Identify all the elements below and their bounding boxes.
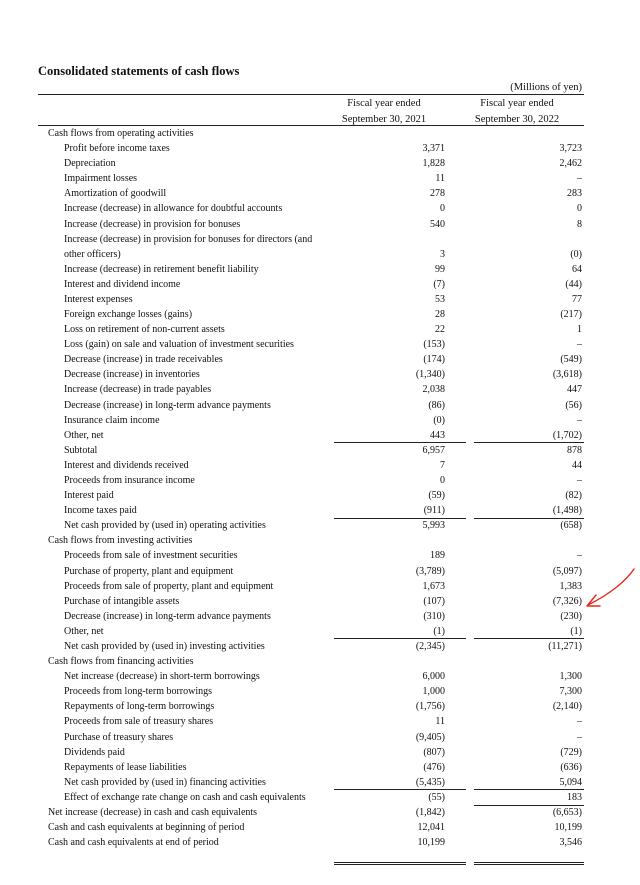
row-label: Proceeds from sale of property, plant and equipment xyxy=(64,580,274,592)
row-label: Net increase (decrease) in cash and cash equivalents xyxy=(48,807,258,819)
value-2021: (3,789) xyxy=(415,565,445,577)
table-row xyxy=(38,730,584,745)
value-2022: (11,271) xyxy=(548,641,582,652)
header-top-rule xyxy=(38,94,584,95)
row-label: Decrease (increase) in inventories xyxy=(64,369,200,381)
row-label: Depreciation xyxy=(64,158,116,170)
value-2021: 7 xyxy=(440,459,445,471)
value-2022: (3,618) xyxy=(552,369,582,381)
row-label: Interest paid xyxy=(64,490,114,502)
value-2021: 11 xyxy=(435,716,445,728)
table-row xyxy=(38,232,584,262)
table-row xyxy=(38,171,584,186)
row-label: Insurance claim income xyxy=(64,414,160,426)
table-row xyxy=(38,579,584,594)
table-row xyxy=(38,186,584,201)
table-row xyxy=(38,790,584,805)
total-rule xyxy=(474,805,584,806)
row-label: Interest and dividend income xyxy=(64,278,181,290)
table-row xyxy=(38,398,584,413)
value-2021: (5,435) xyxy=(415,776,445,788)
value-2022: – xyxy=(577,414,582,426)
value-2021: 443 xyxy=(430,429,445,441)
row-label: Proceeds from sale of treasury shares xyxy=(64,716,214,728)
table-row xyxy=(38,217,584,232)
column-header-2022 xyxy=(452,96,582,128)
row-label: Loss on retirement of non-current assets xyxy=(64,324,225,336)
row-label: Increase (decrease) in provision for bonuses xyxy=(64,218,241,230)
value-2022: – xyxy=(577,474,582,486)
row-label: Purchase of treasury shares xyxy=(64,731,174,743)
value-2021: 278 xyxy=(430,188,445,200)
value-2022: 7,300 xyxy=(559,686,582,698)
column-header-line2: September 30, 2021 xyxy=(341,114,427,125)
hand-drawn-arrow-icon xyxy=(580,566,640,616)
row-label: Interest expenses xyxy=(64,293,133,305)
row-label: Other, net xyxy=(64,429,104,441)
value-2022: 77 xyxy=(572,293,582,305)
value-2021: (476) xyxy=(423,761,445,773)
value-2021: 12,041 xyxy=(417,822,445,834)
value-2022: 0 xyxy=(577,203,582,215)
table-row xyxy=(38,775,584,790)
section-header-row xyxy=(38,654,584,669)
value-2022: – xyxy=(577,173,582,185)
value-2021: 1,673 xyxy=(422,580,445,592)
table-row xyxy=(38,277,584,292)
row-label: Net cash provided by (used in) investing activities xyxy=(64,641,265,652)
table-row xyxy=(38,820,584,835)
value-2022: 64 xyxy=(572,263,582,275)
value-2021: (174) xyxy=(423,354,445,366)
value-2021: 53 xyxy=(435,293,445,305)
value-2022: (2,140) xyxy=(552,701,582,713)
table-row xyxy=(38,352,584,367)
value-2022: 2,462 xyxy=(559,158,582,170)
value-2021: (55) xyxy=(428,791,445,803)
table-row xyxy=(38,382,584,397)
table-row xyxy=(38,805,584,820)
value-2022: – xyxy=(577,731,582,743)
value-2021: (0) xyxy=(433,414,445,426)
table-row xyxy=(38,669,584,684)
value-2021: 5,993 xyxy=(422,520,445,532)
table-row xyxy=(38,307,584,322)
value-2021: 11 xyxy=(435,173,445,185)
table-row xyxy=(38,639,584,654)
value-2022: (5,097) xyxy=(552,565,582,577)
row-label: Increase (decrease) in retirement benefit liability xyxy=(64,263,259,275)
value-2022: 1 xyxy=(577,324,582,336)
value-2021: 189 xyxy=(430,550,445,562)
row-label: Proceeds from insurance income xyxy=(64,474,195,486)
column-header-line2: September 30, 2022 xyxy=(474,114,560,125)
table-row xyxy=(38,413,584,428)
value-2021: 3 xyxy=(440,248,445,260)
unit-note: (Millions of yen) xyxy=(510,82,582,93)
row-label: Effect of exchange rate change on cash and cash equivalents xyxy=(64,791,306,803)
value-2021: 1,000 xyxy=(422,686,445,698)
table-row xyxy=(38,503,584,518)
row-label: Purchase of property, plant and equipment xyxy=(64,565,234,577)
page-title: Consolidated statements of cash flows xyxy=(38,64,240,78)
row-label: Interest and dividends received xyxy=(64,459,189,471)
value-2021: 6,000 xyxy=(422,671,445,683)
value-2021: 3,371 xyxy=(422,143,445,155)
column-header-line1: Fiscal year ended xyxy=(480,98,554,109)
row-label: Subtotal xyxy=(64,444,98,456)
row-label: Impairment losses xyxy=(64,173,138,185)
value-2022: (658) xyxy=(560,520,582,532)
value-2022: 3,723 xyxy=(559,143,582,155)
value-2022: (0) xyxy=(570,248,582,260)
value-2022: (7,326) xyxy=(552,595,582,607)
value-2022: (636) xyxy=(560,761,582,773)
value-2022: 10,199 xyxy=(554,822,582,834)
table-row xyxy=(38,488,584,503)
table-row xyxy=(38,458,584,473)
row-label: Net cash provided by (used in) financing activities xyxy=(64,776,266,788)
value-2021: (911) xyxy=(423,505,445,517)
row-label: Purchase of intangible assets xyxy=(64,595,180,607)
row-label: Decrease (increase) in long-term advance payments xyxy=(64,610,271,622)
value-2022: 44 xyxy=(572,459,582,471)
value-2021: (59) xyxy=(428,490,445,502)
row-label: Repayments of lease liabilities xyxy=(64,761,187,773)
row-label: Net increase (decrease) in short-term borrowings xyxy=(64,671,260,683)
cash-flow-table xyxy=(38,126,584,850)
row-label: Profit before income taxes xyxy=(64,143,170,155)
row-label: Increase (decrease) in allowance for doubtful accounts xyxy=(64,203,283,215)
value-2022: (1,702) xyxy=(552,429,582,441)
value-2022: (217) xyxy=(560,308,582,320)
total-rule xyxy=(474,518,584,519)
value-2022: (1) xyxy=(570,625,582,637)
row-label: Income taxes paid xyxy=(64,505,137,517)
value-2021: (807) xyxy=(423,746,445,758)
value-2021: 540 xyxy=(430,218,445,230)
row-label: Amortization of goodwill xyxy=(64,188,167,200)
value-2021: (310) xyxy=(423,610,445,622)
value-2021: (107) xyxy=(423,595,445,607)
section-header-row xyxy=(38,126,584,141)
value-2022: (729) xyxy=(560,746,582,758)
value-2021: 6,957 xyxy=(422,444,445,456)
table-row xyxy=(38,624,584,639)
value-2021: (9,405) xyxy=(415,731,445,743)
value-2021: 10,199 xyxy=(417,837,445,849)
value-2022: 878 xyxy=(567,444,582,456)
value-2021: (2,345) xyxy=(415,641,445,652)
double-rule-2021 xyxy=(334,862,466,865)
table-row xyxy=(38,518,584,533)
value-2022: (82) xyxy=(565,490,582,502)
table-row xyxy=(38,201,584,216)
value-2022: 183 xyxy=(567,791,582,803)
value-2021: (153) xyxy=(423,339,445,351)
table-row xyxy=(38,564,584,579)
table-row xyxy=(38,156,584,171)
table-row xyxy=(38,745,584,760)
row-label: Foreign exchange losses (gains) xyxy=(64,308,193,320)
row-label: Repayments of long-term borrowings xyxy=(64,701,215,713)
table-row xyxy=(38,684,584,699)
value-2021: 28 xyxy=(435,308,445,320)
row-label: Loss (gain) on sale and valuation of investment securities xyxy=(64,339,294,351)
value-2021: 1,828 xyxy=(422,158,445,170)
value-2022: 447 xyxy=(567,384,582,396)
table-row xyxy=(38,609,584,624)
value-2022: – xyxy=(577,716,582,728)
row-label: Net cash provided by (used in) operating activities xyxy=(64,520,266,532)
table-row xyxy=(38,760,584,775)
row-label: Other, net xyxy=(64,625,104,637)
total-rule xyxy=(334,518,466,519)
value-2022: (6,653) xyxy=(552,807,582,819)
row-label: Decrease (increase) in trade receivables xyxy=(64,354,223,366)
value-2021: (1,842) xyxy=(415,807,445,819)
table-row xyxy=(38,337,584,352)
row-label: Cash and cash equivalents at end of period xyxy=(48,837,219,849)
section-header-row xyxy=(38,533,584,548)
value-2021: (1,340) xyxy=(415,369,445,381)
value-2022: 1,383 xyxy=(559,580,582,592)
table-row xyxy=(38,714,584,729)
value-2022: 3,546 xyxy=(559,837,582,849)
table-row xyxy=(38,443,584,458)
value-2022: – xyxy=(577,339,582,351)
value-2021: 2,038 xyxy=(422,384,445,396)
value-2022: – xyxy=(577,550,582,562)
table-row xyxy=(38,594,584,609)
table-row xyxy=(38,428,584,443)
column-header-line1: Fiscal year ended xyxy=(347,98,421,109)
row-label: Decrease (increase) in long-term advance payments xyxy=(64,399,271,411)
value-2022: (230) xyxy=(560,610,582,622)
table-row xyxy=(38,322,584,337)
double-rule-2022 xyxy=(474,862,584,865)
value-2022: 283 xyxy=(567,188,582,200)
row-label: Proceeds from sale of investment securities xyxy=(64,550,238,562)
value-2021: 22 xyxy=(435,324,445,336)
value-2021: (7) xyxy=(433,278,445,290)
table-row xyxy=(38,292,584,307)
row-label: Dividends paid xyxy=(64,746,125,758)
value-2021: (1,756) xyxy=(415,701,445,713)
row-label: Cash flows from financing activities xyxy=(48,656,194,668)
value-2022: (549) xyxy=(560,354,582,366)
value-2021: (1) xyxy=(433,625,445,637)
row-label: Cash and cash equivalents at beginning of period xyxy=(48,822,245,834)
table-row xyxy=(38,473,584,488)
table-row xyxy=(38,262,584,277)
row-label: Increase (decrease) in trade payables xyxy=(64,384,212,396)
table-row xyxy=(38,548,584,563)
row-label: Cash flows from operating activities xyxy=(48,128,194,139)
value-2021: 0 xyxy=(440,203,445,215)
value-2021: (86) xyxy=(428,399,445,411)
value-2022: (44) xyxy=(565,278,582,290)
table-row xyxy=(38,699,584,714)
value-2021: 0 xyxy=(440,474,445,486)
value-2022: (56) xyxy=(565,399,582,411)
table-row xyxy=(38,835,584,850)
value-2021: 99 xyxy=(435,263,445,275)
value-2022: (1,498) xyxy=(552,505,582,517)
value-2022: 8 xyxy=(577,218,582,230)
value-2022: 5,094 xyxy=(559,776,582,788)
value-2022: 1,300 xyxy=(559,671,582,683)
table-row xyxy=(38,367,584,382)
row-label: Increase (decrease) in provision for bonuses for directors (and other officers) xyxy=(64,233,313,260)
row-label: Proceeds from long-term borrowings xyxy=(64,686,213,698)
table-row xyxy=(38,141,584,156)
column-header-2021 xyxy=(319,96,449,128)
row-label: Cash flows from investing activities xyxy=(48,535,193,547)
